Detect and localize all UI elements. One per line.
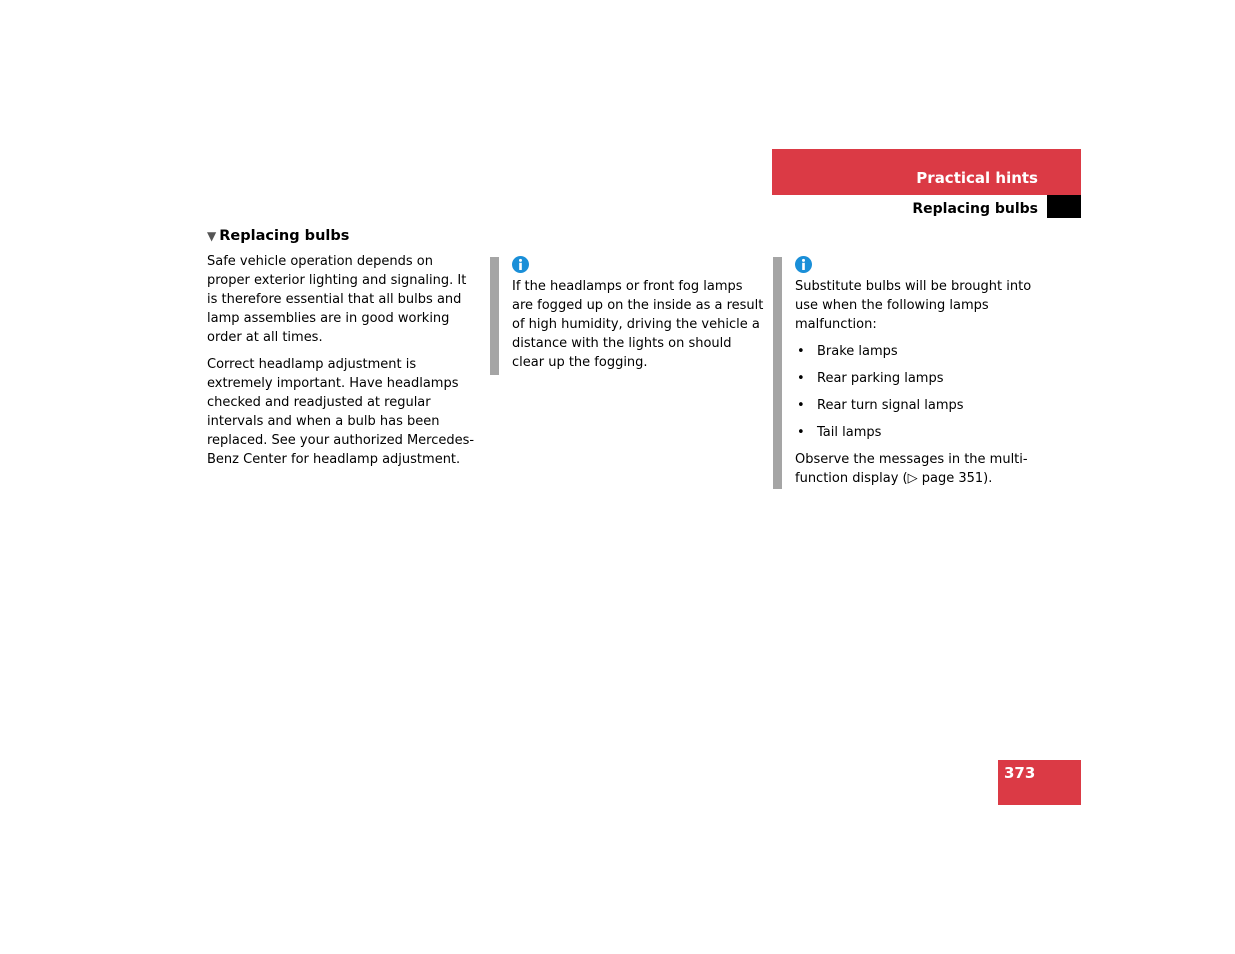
list-item: • Tail lamps [795,423,1048,442]
info-note-text: If the headlamps or front fog lamps are fogged up on the inside as a result of high humidity, driving the vehicle a distance with the lights on should clear up the fogging. [512,279,764,370]
section-tab-marker [1047,195,1081,218]
chapter-title: Practical hints [916,169,1038,187]
lamp-list [795,342,1048,442]
info-icon [512,256,529,273]
body-paragraph: Correct headlamp adjustment is extremely important. Have headlamps checked and readjusted at regular intervals and when a bulb has been replaced. See your authorized Mercedes-Benz Center for headlamp adjustment. [207,357,475,467]
list-item: • Rear parking lamps [795,369,1048,388]
body-paragraph: Safe vehicle operation depends on proper exterior lighting and signaling. It is therefore essential that all bulbs and lamp assemblies are in good working order at all times. [207,254,467,345]
chapter-header-bar [772,149,1081,195]
list-item: • Brake lamps [795,342,1048,361]
info-note-outro: Observe the messages in the multifunction display (▷ page 351). [795,452,1028,486]
page-number: 373 [1004,764,1036,782]
section-heading [207,226,477,246]
info-icon [795,256,812,273]
info-note-box [773,257,1048,489]
page-number-box [998,760,1081,805]
section-title: Replacing bulbs [912,201,1038,217]
triangle-marker-icon: ▼ [207,229,217,243]
list-item: • Rear turn signal lamps [795,396,1048,415]
main-column [207,226,477,477]
info-note-box [490,257,765,375]
section-heading-text: Replacing bulbs [219,228,350,244]
info-note-intro: Substitute bulbs will be brought into use when the following lamps malfunction: [795,279,1032,332]
